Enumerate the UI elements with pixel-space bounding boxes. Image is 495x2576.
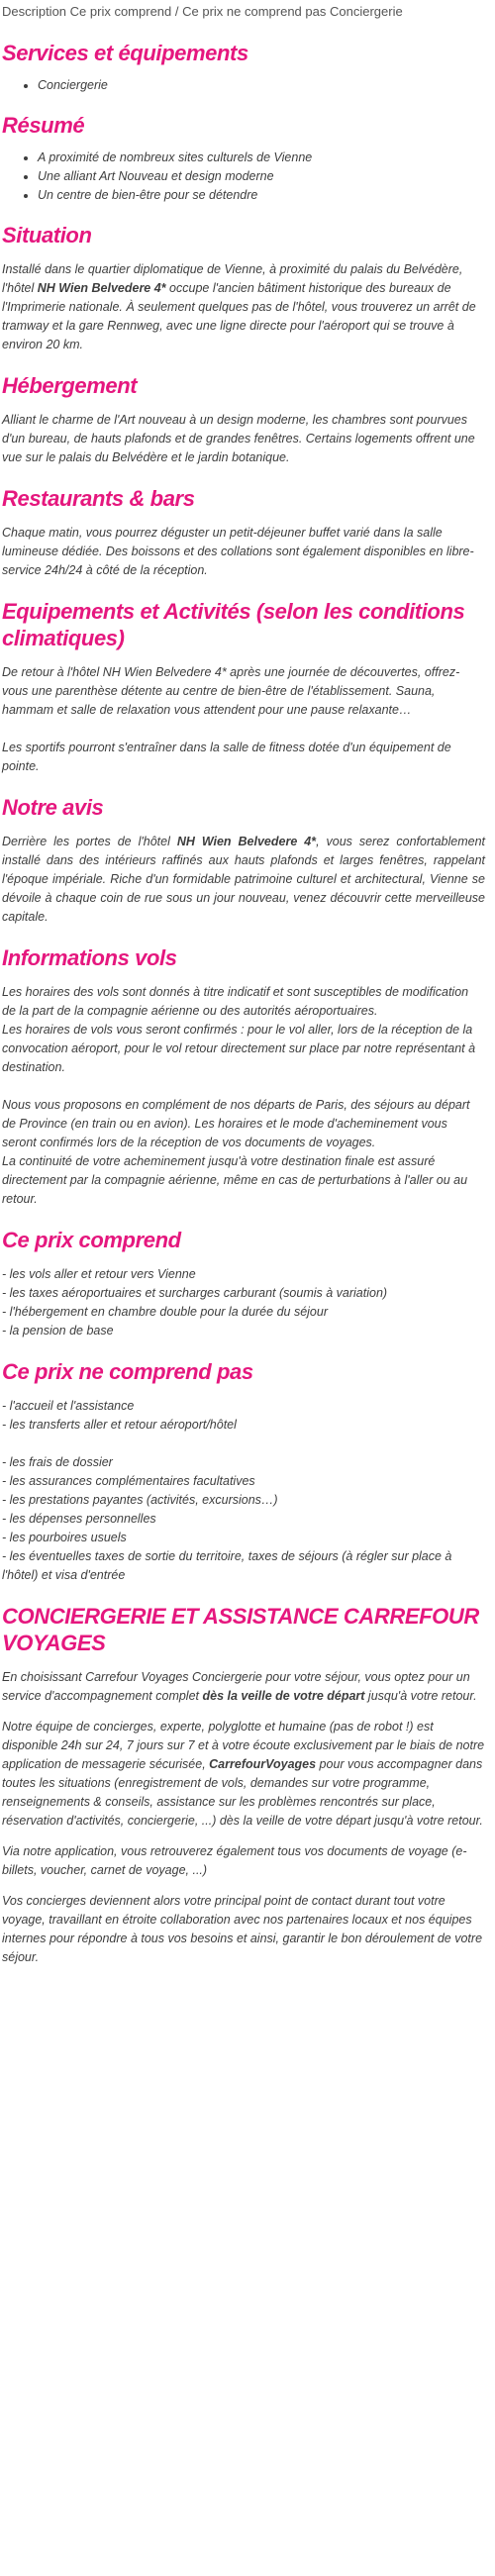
conciergerie-text-4: Vos concierges deviennent alors votre principal point de contact durant tout votre voyage, travaillant en étroite collaboration avec nos partenaires locaux et nos équipes internes pour répondre à tous vos besoins et ainsi, garantir le bon déroulement de votre séjour. xyxy=(2,1894,483,1964)
vols-text-3: Nous vous proposons en complément de nos départs de Paris, des séjours au départ de Province (en train ou en avion). Les horaires et le mode d'acheminement vous seront confirmés lors de la réception de vos documents de voyages. xyxy=(2,1098,470,1149)
list-item: • A proximité de nombreux sites culturels de Vienne xyxy=(38,149,485,167)
conciergerie-text-3: Via notre application, vous retrouverez également tous vos documents de voyage (e-billets, voucher, carnet de voyage, ...) xyxy=(2,1844,467,1877)
list-item: - les dépenses personnelles xyxy=(2,1512,156,1526)
list-item: - les éventuelles taxes de sortie du territoire, taxes de séjours (à régler sur place à l'hôtel) et visa d'entrée xyxy=(2,1549,452,1582)
hotel-name: NH Wien Belvedere 4* xyxy=(37,281,166,295)
restaurants-text: Chaque matin, vous pourrez déguster un petit-déjeuner buffet varié dans la salle lumineuse dédiée. Des boissons et des collations sont également disponibles en libre-service 24h/24 à côté de la réception. xyxy=(2,526,474,577)
situation-text: Installé dans le quartier diplomatique de Vienne, à proximité du palais du Belvédère, l'hôtel NH Wien Belvedere 4* occupe l'ancien bâtiment historique des bureaux de l'Imprimerie nationale. À seulement quelques pas de l'hôtel, vous trouverez un arrêt de tramway et la gare Rennweg, avec une ligne directe pour l'aéroport qui se trouve à environ 20 km. xyxy=(2,262,476,351)
equipements-text-2: Les sportifs pourront s'entraîner dans la salle de fitness dotée d'un équipement de pointe. xyxy=(2,741,451,773)
list-item: - les taxes aéroportuaires et surcharges carburant (soumis à variation) xyxy=(2,1286,388,1300)
list-item: - les transferts aller et retour aéroport/hôtel xyxy=(2,1418,237,1432)
tab-description[interactable]: Description xyxy=(2,4,67,19)
app-name: CarrefourVoyages xyxy=(209,1757,317,1771)
tab-excluded[interactable]: Ce prix ne comprend pas xyxy=(182,4,327,19)
conciergerie-text-1: En choisissant Carrefour Voyages Conciergerie pour votre séjour, vous optez pour un service d'accompagnement complet dès la veille de votre départ jusqu'à votre retour. xyxy=(2,1670,477,1703)
list-item: • Une alliant Art Nouveau et design moderne xyxy=(38,167,485,186)
ne-comprend-title: Ce prix ne comprend pas xyxy=(2,1359,253,1384)
situation-title: Situation xyxy=(2,223,92,248)
avis-text: Derrière les portes de l'hôtel NH Wien Belvedere 4*, vous serez confortablement installé dans des intérieurs raffinés aux hauts plafonds et larges fenêtres, rappelant l'époque impériale. Riche d'un formidable patrimoine culturel et architectural, Vienne se dévoile à chaque coin de rue sous un jour nouveau, venez découvrir cette merveilleuse capitale. xyxy=(2,835,486,924)
list-item: - les assurances complémentaires facultatives xyxy=(2,1474,255,1488)
list-item: - l'hébergement en chambre double pour la durée du séjour xyxy=(2,1305,328,1319)
vols-text-1: Les horaires des vols sont donnés à titre indicatif et sont susceptibles de modification de la part de la compagnie aérienne ou des autorités aéroportuaires. xyxy=(2,985,469,1018)
list-item: • Conciergerie xyxy=(38,76,485,95)
list-item: - les pourboires usuels xyxy=(2,1531,127,1544)
hotel-name: NH Wien Belvedere 4* xyxy=(176,835,317,848)
hebergement-text: Alliant le charme de l'Art nouveau à un design moderne, les chambres sont pourvues d'un bureau, de hauts plafonds et de grandes fenêtres. Certains logements offrent une vue sur le palais du Belvédère et le jardin botanique. xyxy=(2,413,475,464)
list-item: - les prestations payantes (activités, excursions…) xyxy=(2,1493,278,1507)
vols-text-2: Les horaires de vols vous seront confirmés : pour le vol aller, lors de la réception de la convocation aéroport, pour le vol retour directement sur place par notre représentant à destination. xyxy=(2,1023,476,1074)
list-item: - la pension de base xyxy=(2,1324,114,1338)
tab-included[interactable]: Ce prix comprend xyxy=(69,4,172,19)
hebergement-title: Hébergement xyxy=(2,373,138,398)
ne-comprend-list xyxy=(2,1397,485,1585)
vols-title: Informations vols xyxy=(2,945,177,970)
list-item: - les frais de dossier xyxy=(2,1455,113,1469)
list-item: - l'accueil et l'assistance xyxy=(2,1399,135,1413)
list-item: • Un centre de bien-être pour se détendre xyxy=(38,186,485,205)
tab-bar xyxy=(2,0,485,20)
equipements-title: Equipements et Activités (selon les conditions climatiques) xyxy=(2,599,465,650)
equipements-text-1: De retour à l'hôtel NH Wien Belvedere 4* après une journée de découvertes, offrez-vous une parenthèse détente au centre de bien-être de l'établissement. Sauna, hammam et salle de relaxation vous attendent pour une pause relaxante… xyxy=(2,665,460,717)
resume-title: Résumé xyxy=(2,113,85,138)
services-title: Services et équipements xyxy=(2,41,248,65)
comprend-title: Ce prix comprend xyxy=(2,1228,181,1252)
avis-title: Notre avis xyxy=(2,795,104,820)
list-item: - les vols aller et retour vers Vienne xyxy=(2,1267,196,1281)
tab-separator: / xyxy=(171,4,183,19)
restaurants-title: Restaurants & bars xyxy=(2,486,195,511)
tab-concierge[interactable]: Conciergerie xyxy=(329,4,403,19)
comprend-list xyxy=(2,1265,485,1340)
resume-list xyxy=(2,149,485,205)
vols-text-4: La continuité de votre acheminement jusqu'à votre destination finale est assuré directement par la compagnie aérienne, même en cas de perturbations à l'aller ou au retour. xyxy=(2,1154,468,1206)
conciergerie-title: CONCIERGERIE ET ASSISTANCE CARREFOUR VOYAGES xyxy=(2,1604,479,1655)
services-list xyxy=(2,76,485,95)
conciergerie-text-2: Notre équipe de concierges, experte, polyglotte et humaine (pas de robot !) est disponible 24h sur 24, 7 jours sur 7 et à votre écoute exclusivement par le biais de notre application de messagerie sécurisée, CarrefourVoyages pour vous accompagner dans toutes les situations (enregistrement de vols, demandes sur votre programme, renseignements & conseils, assistance sur les problèmes rencontrés sur place, réservation d'activités, conciergerie, ...) dès la veille de votre départ jusqu'à votre retour. xyxy=(2,1720,485,1828)
